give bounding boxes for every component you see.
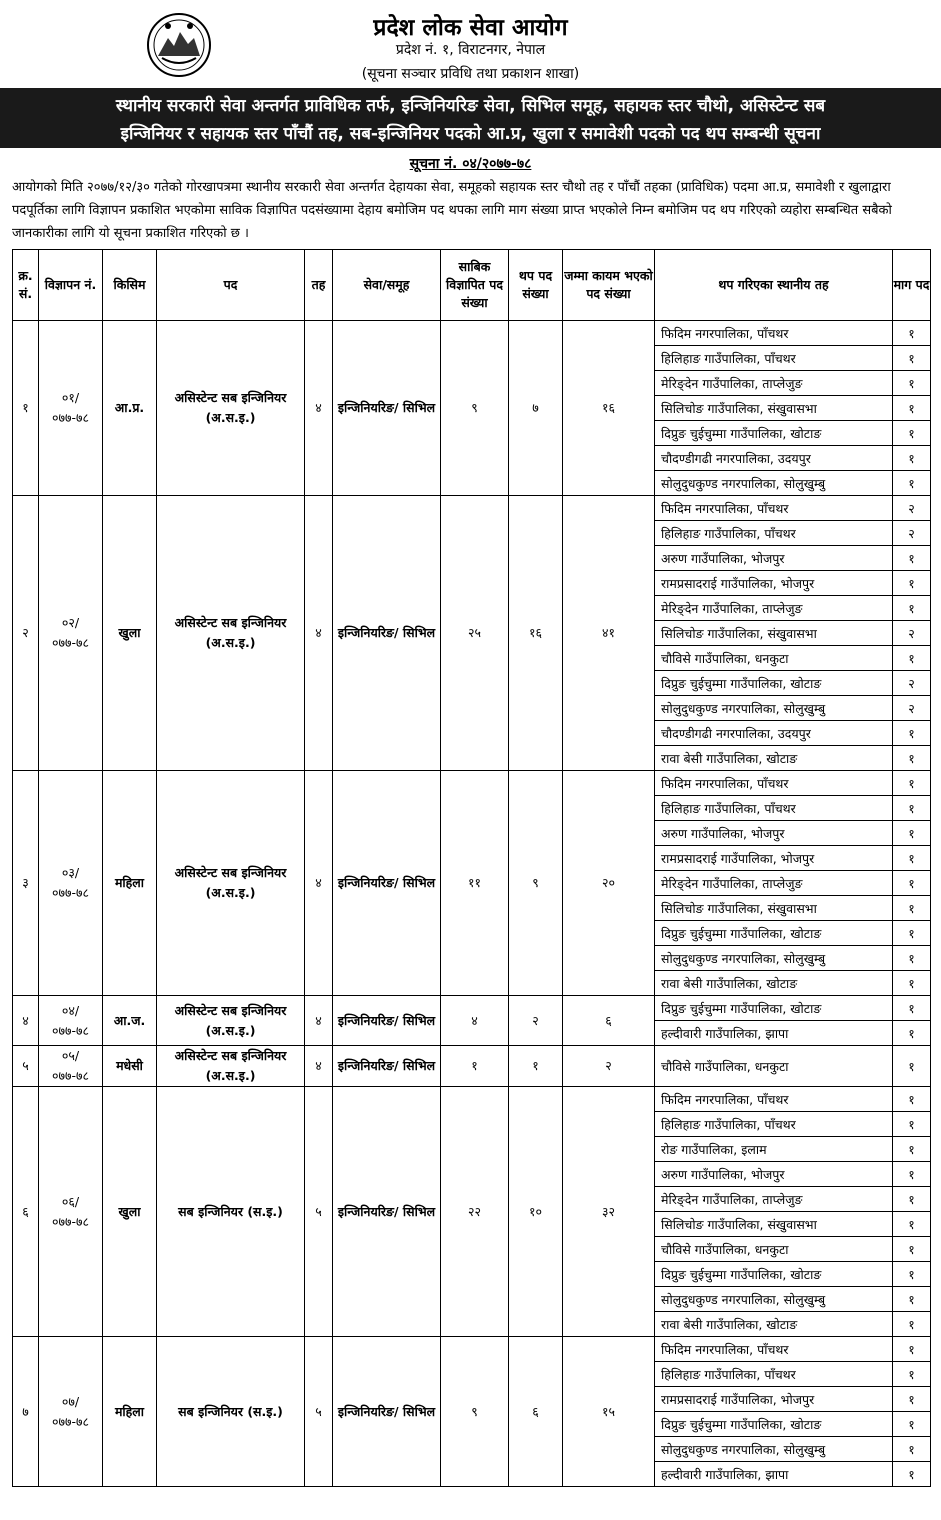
cell-prev-text: १ bbox=[471, 1058, 478, 1073]
cell-prev bbox=[441, 996, 509, 1046]
cell-local: रामप्रसादराई गाउँपालिका, भोजपुर bbox=[655, 571, 893, 596]
cell-adv-no bbox=[39, 496, 103, 771]
cell-local: फिदिम नगरपालिका, पाँचथर bbox=[655, 1337, 893, 1362]
cell-post bbox=[157, 771, 305, 996]
cell-type-text: महिला bbox=[114, 875, 145, 890]
cell-demand: १ bbox=[893, 996, 931, 1021]
cell-local: सोलुदुधकुण्ड नगरपालिका, सोलुखुम्बु bbox=[655, 696, 893, 721]
cell-total bbox=[563, 496, 655, 771]
cell-added-text: १ bbox=[532, 1058, 539, 1073]
cell-local: हल्दीवारी गाउँपालिका, झापा bbox=[655, 1462, 893, 1487]
cell-post-text: सब इन्जिनियर (स.इ.) bbox=[178, 1403, 283, 1419]
cell-service-text: इन्जिनियरिङ/ सिभिल bbox=[337, 1203, 436, 1219]
cell-demand: २ bbox=[893, 496, 931, 521]
title-line-2: इन्जिनियर र सहायक स्तर पाँचौं तह, सब-इन्जिनियर पदको आ.प्र, खुला र समावेशी पदको पद थप सम्बन्धी सूचना bbox=[120, 124, 821, 144]
cell-type bbox=[103, 1337, 157, 1487]
cell-total-text: १६ bbox=[601, 400, 615, 415]
cell-service bbox=[333, 771, 441, 996]
cell-local: सोलुदुधकुण्ड नगरपालिका, सोलुखुम्बु bbox=[655, 471, 893, 496]
cell-service-text: इन्जिनियरिङ/ सिभिल bbox=[337, 875, 436, 890]
cell-prev-text: ११ bbox=[467, 875, 481, 890]
cell-local: हल्दीवारी गाउँपालिका, झापा bbox=[655, 1021, 893, 1046]
cell-demand: १ bbox=[893, 1262, 931, 1287]
header-added: थप पद संख्या bbox=[509, 250, 563, 321]
posts-table bbox=[12, 249, 931, 1487]
cell-adv-no bbox=[39, 771, 103, 996]
cell-demand: १ bbox=[893, 396, 931, 421]
title-line-1: स्थानीय सरकारी सेवा अन्तर्गत प्राविधिक तर्फ, इन्जिनियरिङ सेवा, सिभिल समूह, सहायक स्तर चौथो, असिस्टेन्ट सब bbox=[115, 96, 826, 116]
cell-level-text: ५ bbox=[315, 1203, 322, 1219]
cell-added-text: १० bbox=[528, 1203, 542, 1219]
cell-adv-no-text: ०२/ ०७७-७८ bbox=[51, 615, 89, 650]
cell-demand: १ bbox=[893, 921, 931, 946]
cell-post-text: असिस्टेन्ट सब इन्जिनियर (अ.स.इ.) bbox=[174, 1048, 287, 1083]
title-band bbox=[0, 88, 941, 148]
cell-demand: १ bbox=[893, 746, 931, 771]
cell-level-text: ४ bbox=[315, 1012, 322, 1028]
org-branch: (सूचना सञ्चार प्रविधि तथा प्रकाशन शाखा) bbox=[361, 66, 580, 82]
cell-demand: १ bbox=[893, 1462, 931, 1487]
cell-post bbox=[157, 496, 305, 771]
cell-local: अरुण गाउँपालिका, भोजपुर bbox=[655, 1162, 893, 1187]
cell-level-text: ४ bbox=[315, 625, 322, 640]
table-header-row bbox=[13, 250, 931, 321]
cell-local: दिप्रुङ चुईचुम्मा गाउँपालिका, खोटाङ bbox=[655, 421, 893, 446]
cell-prev-text: ९ bbox=[471, 400, 478, 415]
header-prev: साबिक विज्ञापित पद संख्या bbox=[441, 250, 509, 321]
cell-local: सिलिचोङ गाउँपालिका, संखुवासभा bbox=[655, 1212, 893, 1237]
cell-sn bbox=[13, 496, 39, 771]
cell-demand: १ bbox=[893, 771, 931, 796]
cell-total bbox=[563, 321, 655, 496]
cell-local: फिदिम नगरपालिका, पाँचथर bbox=[655, 496, 893, 521]
cell-total bbox=[563, 996, 655, 1046]
cell-demand: १ bbox=[893, 1162, 931, 1187]
cell-total bbox=[563, 1087, 655, 1337]
cell-demand: २ bbox=[893, 696, 931, 721]
cell-adv-no bbox=[39, 1337, 103, 1487]
cell-local: मेरिङ्देन गाउँपालिका, ताप्लेजुङ bbox=[655, 596, 893, 621]
cell-demand: १ bbox=[893, 1312, 931, 1337]
cell-demand: १ bbox=[893, 1212, 931, 1237]
cell-type bbox=[103, 496, 157, 771]
cell-demand: १ bbox=[893, 896, 931, 921]
cell-local: हिलिहाङ गाउँपालिका, पाँचथर bbox=[655, 521, 893, 546]
cell-prev-text: २५ bbox=[467, 625, 481, 640]
cell-local: सोलुदुधकुण्ड नगरपालिका, सोलुखुम्बु bbox=[655, 946, 893, 971]
table-row bbox=[13, 1087, 931, 1112]
cell-local: सिलिचोङ गाउँपालिका, संखुवासभा bbox=[655, 896, 893, 921]
org-address: प्रदेश नं. १, विराटनगर, नेपाल bbox=[395, 42, 546, 58]
cell-prev bbox=[441, 1087, 509, 1337]
cell-added-text: ६ bbox=[532, 1403, 539, 1419]
cell-service bbox=[333, 321, 441, 496]
cell-local: मेरिङ्देन गाउँपालिका, ताप्लेजुङ bbox=[655, 871, 893, 896]
cell-demand: १ bbox=[893, 1412, 931, 1437]
cell-added bbox=[509, 1337, 563, 1487]
notice-number: सूचना नं. ०४/२०७७-७८ bbox=[409, 156, 532, 172]
cell-level bbox=[305, 496, 333, 771]
cell-sn bbox=[13, 1046, 39, 1087]
cell-local: दिप्रुङ चुईचुम्मा गाउँपालिका, खोटाङ bbox=[655, 996, 893, 1021]
table-row bbox=[13, 321, 931, 346]
cell-demand: १ bbox=[893, 596, 931, 621]
cell-demand: १ bbox=[893, 1337, 931, 1362]
cell-prev bbox=[441, 1337, 509, 1487]
cell-adv-no-text: ०४/ ०७७-७८ bbox=[51, 1002, 89, 1038]
cell-added-text: ७ bbox=[532, 400, 539, 415]
cell-level-text: ५ bbox=[315, 1403, 322, 1419]
cell-type-text: आ.प्र. bbox=[114, 400, 145, 415]
cell-local: रामप्रसादराई गाउँपालिका, भोजपुर bbox=[655, 1387, 893, 1412]
cell-level-text: ४ bbox=[315, 875, 322, 890]
cell-prev-text: ९ bbox=[471, 1403, 478, 1419]
cell-demand: २ bbox=[893, 521, 931, 546]
cell-demand: १ bbox=[893, 646, 931, 671]
cell-local: चौविसे गाउँपालिका, धनकुटा bbox=[655, 1046, 893, 1087]
cell-post bbox=[157, 321, 305, 496]
cell-demand: १ bbox=[893, 346, 931, 371]
cell-type-text: मधेसी bbox=[116, 1058, 143, 1073]
cell-added bbox=[509, 1087, 563, 1337]
cell-prev-text: २२ bbox=[467, 1203, 481, 1219]
cell-local: मेरिङ्देन गाउँपालिका, ताप्लेजुङ bbox=[655, 371, 893, 396]
cell-local: रावा बेसी गाउँपालिका, खोटाङ bbox=[655, 971, 893, 996]
cell-local: रोङ गाउँपालिका, इलाम bbox=[655, 1137, 893, 1162]
cell-demand: १ bbox=[893, 1087, 931, 1112]
cell-prev bbox=[441, 321, 509, 496]
cell-local: दिप्रुङ चुईचुम्मा गाउँपालिका, खोटाङ bbox=[655, 1412, 893, 1437]
cell-local: दिप्रुङ चुईचुम्मा गाउँपालिका, खोटाङ bbox=[655, 921, 893, 946]
cell-demand: १ bbox=[893, 471, 931, 496]
cell-demand: १ bbox=[893, 1387, 931, 1412]
notice-paragraph: आयोगको मिति २०७७/१२/३० गतेको गोरखापत्रमा स्थानीय सरकारी सेवा अन्तर्गत देहायका सेवा, समूहको सहायक स्तर चौथो तह र पाँचौं तहका (प्राविधिक) पदमा आ.प्र, समावेशी र खुलाद्वारा पदपूर्तिका लागि विज्ञापन प्रकाशित भएकोमा साविक विज्ञापित पदसंख्यामा देहाय बमोजिम पद थपका लागि माग संख्या प्राप्त भएकोले निम्न बमोजिम पद थप गरिएको व्यहोरा सम्बन्धित सबैको जानकारीका लागि यो सूचना प्रकाशित गरिएको छ । bbox=[12, 180, 892, 241]
cell-demand: १ bbox=[893, 796, 931, 821]
table-row bbox=[13, 1337, 931, 1362]
cell-demand: १ bbox=[893, 321, 931, 346]
cell-added-text: २ bbox=[532, 1012, 539, 1028]
cell-level bbox=[305, 996, 333, 1046]
cell-level bbox=[305, 321, 333, 496]
cell-local: अरुण गाउँपालिका, भोजपुर bbox=[655, 821, 893, 846]
cell-type-text: खुला bbox=[118, 625, 141, 640]
cell-demand: १ bbox=[893, 946, 931, 971]
cell-local: सोलुदुधकुण्ड नगरपालिका, सोलुखुम्बु bbox=[655, 1437, 893, 1462]
cell-post bbox=[157, 1337, 305, 1487]
cell-post-text: असिस्टेन्ट सब इन्जिनियर (अ.स.इ.) bbox=[174, 865, 287, 900]
cell-local: अरुण गाउँपालिका, भोजपुर bbox=[655, 546, 893, 571]
cell-added bbox=[509, 771, 563, 996]
cell-adv-no-text: ०७/ ०७७-७८ bbox=[51, 1393, 89, 1429]
cell-total-text: ३२ bbox=[601, 1203, 615, 1219]
cell-sn bbox=[13, 771, 39, 996]
cell-local: फिदिम नगरपालिका, पाँचथर bbox=[655, 321, 893, 346]
cell-level bbox=[305, 1087, 333, 1337]
cell-demand: १ bbox=[893, 871, 931, 896]
cell-adv-no-text: ०१/ ०७७-७८ bbox=[51, 390, 89, 425]
cell-added bbox=[509, 321, 563, 496]
header-demand: माग पद bbox=[893, 250, 931, 321]
cell-service-text: इन्जिनियरिङ/ सिभिल bbox=[337, 1058, 436, 1073]
cell-type bbox=[103, 1087, 157, 1337]
cell-type-text: खुला bbox=[118, 1203, 141, 1219]
cell-demand: २ bbox=[893, 671, 931, 696]
cell-demand: १ bbox=[893, 846, 931, 871]
cell-added bbox=[509, 496, 563, 771]
cell-service-text: इन्जिनियरिङ/ सिभिल bbox=[337, 1012, 436, 1028]
cell-level-text: ४ bbox=[315, 400, 322, 415]
cell-added bbox=[509, 996, 563, 1046]
cell-level bbox=[305, 771, 333, 996]
cell-sn bbox=[13, 1087, 39, 1337]
header-sn: क्र. सं. bbox=[13, 250, 39, 321]
cell-local: हिलिहाङ गाउँपालिका, पाँचथर bbox=[655, 1362, 893, 1387]
cell-sn bbox=[13, 321, 39, 496]
cell-type bbox=[103, 321, 157, 496]
cell-service bbox=[333, 496, 441, 771]
table-row bbox=[13, 771, 931, 796]
cell-sn-text: ३ bbox=[22, 875, 29, 890]
cell-total-text: ६ bbox=[605, 1012, 612, 1028]
cell-prev bbox=[441, 771, 509, 996]
cell-local: चौदण्डीगढी नगरपालिका, उदयपुर bbox=[655, 721, 893, 746]
cell-local: चौविसे गाउँपालिका, धनकुटा bbox=[655, 646, 893, 671]
cell-demand: २ bbox=[893, 621, 931, 646]
cell-adv-no-text: ०३/ ०७७-७८ bbox=[51, 865, 89, 900]
cell-local: चौविसे गाउँपालिका, धनकुटा bbox=[655, 1237, 893, 1262]
cell-local: फिदिम नगरपालिका, पाँचथर bbox=[655, 1087, 893, 1112]
cell-local: रावा बेसी गाउँपालिका, खोटाङ bbox=[655, 1312, 893, 1337]
cell-service bbox=[333, 1337, 441, 1487]
header-service: सेवा/समूह bbox=[333, 250, 441, 321]
cell-local: दिप्रुङ चुईचुम्मा गाउँपालिका, खोटाङ bbox=[655, 671, 893, 696]
cell-local: चौदण्डीगढी नगरपालिका, उदयपुर bbox=[655, 446, 893, 471]
cell-demand: १ bbox=[893, 1187, 931, 1212]
cell-type bbox=[103, 996, 157, 1046]
cell-local: सोलुदुधकुण्ड नगरपालिका, सोलुखुम्बु bbox=[655, 1287, 893, 1312]
cell-post-text: असिस्टेन्ट सब इन्जिनियर (अ.स.इ.) bbox=[174, 390, 287, 425]
header-local: थप गरिएका स्थानीय तह bbox=[655, 250, 893, 321]
header-total: जम्मा कायम भएको पद संख्या bbox=[563, 250, 655, 321]
cell-local: रामप्रसादराई गाउँपालिका, भोजपुर bbox=[655, 846, 893, 871]
table-row bbox=[13, 496, 931, 521]
cell-demand: १ bbox=[893, 371, 931, 396]
cell-post bbox=[157, 996, 305, 1046]
cell-demand: १ bbox=[893, 1021, 931, 1046]
cell-service-text: इन्जिनियरिङ/ सिभिल bbox=[337, 1403, 436, 1419]
table-row bbox=[13, 1046, 931, 1087]
cell-local: हिलिहाङ गाउँपालिका, पाँचथर bbox=[655, 346, 893, 371]
cell-local: दिप्रुङ चुईचुम्मा गाउँपालिका, खोटाङ bbox=[655, 1262, 893, 1287]
cell-sn-text: ६ bbox=[22, 1203, 29, 1219]
cell-total-text: २ bbox=[605, 1058, 612, 1073]
cell-adv-no bbox=[39, 996, 103, 1046]
cell-demand: १ bbox=[893, 1112, 931, 1137]
cell-service bbox=[333, 996, 441, 1046]
cell-local: रावा बेसी गाउँपालिका, खोटाङ bbox=[655, 746, 893, 771]
cell-service-text: इन्जिनियरिङ/ सिभिल bbox=[337, 625, 436, 640]
cell-prev bbox=[441, 1046, 509, 1087]
cell-sn-text: २ bbox=[22, 625, 29, 640]
header-post: पद bbox=[157, 250, 305, 321]
cell-demand: १ bbox=[893, 1437, 931, 1462]
cell-local: हिलिहाङ गाउँपालिका, पाँचथर bbox=[655, 1112, 893, 1137]
cell-type-text: महिला bbox=[114, 1403, 145, 1419]
cell-demand: १ bbox=[893, 446, 931, 471]
cell-total-text: २० bbox=[601, 875, 615, 890]
cell-service bbox=[333, 1046, 441, 1087]
cell-local: मेरिङ्देन गाउँपालिका, ताप्लेजुङ bbox=[655, 1187, 893, 1212]
cell-demand: १ bbox=[893, 1046, 931, 1087]
cell-adv-no bbox=[39, 1087, 103, 1337]
cell-type bbox=[103, 771, 157, 996]
cell-post bbox=[157, 1046, 305, 1087]
cell-type bbox=[103, 1046, 157, 1087]
cell-demand: १ bbox=[893, 546, 931, 571]
org-name: प्रदेश लोक सेवा आयोग bbox=[373, 15, 568, 41]
cell-sn-text: ७ bbox=[22, 1403, 29, 1419]
cell-prev bbox=[441, 496, 509, 771]
cell-post-text: असिस्टेन्ट सब इन्जिनियर (अ.स.इ.) bbox=[174, 615, 287, 650]
cell-level bbox=[305, 1337, 333, 1487]
cell-demand: १ bbox=[893, 971, 931, 996]
cell-adv-no-text: ०५/ ०७७-७८ bbox=[51, 1048, 89, 1083]
header-level: तह bbox=[305, 250, 333, 321]
cell-demand: १ bbox=[893, 1287, 931, 1312]
cell-demand: १ bbox=[893, 721, 931, 746]
cell-demand: १ bbox=[893, 421, 931, 446]
table-row bbox=[13, 996, 931, 1021]
cell-service-text: इन्जिनियरिङ/ सिभिल bbox=[337, 400, 436, 415]
cell-post bbox=[157, 1087, 305, 1337]
cell-adv-no-text: ०६/ ०७७-७८ bbox=[51, 1193, 89, 1229]
table-body bbox=[13, 321, 931, 1487]
cell-prev-text: ४ bbox=[471, 1012, 478, 1028]
cell-level-text: ४ bbox=[315, 1058, 322, 1073]
cell-sn-text: ४ bbox=[22, 1012, 29, 1028]
cell-demand: १ bbox=[893, 571, 931, 596]
cell-demand: १ bbox=[893, 1237, 931, 1262]
cell-type-text: आ.ज. bbox=[113, 1012, 146, 1028]
cell-local: सिलिचोङ गाउँपालिका, संखुवासभा bbox=[655, 396, 893, 421]
cell-adv-no bbox=[39, 321, 103, 496]
cell-total-text: १५ bbox=[601, 1403, 615, 1419]
cell-level bbox=[305, 1046, 333, 1087]
header-type: किसिम bbox=[103, 250, 157, 321]
header bbox=[0, 0, 941, 88]
cell-local: फिदिम नगरपालिका, पाँचथर bbox=[655, 771, 893, 796]
cell-added bbox=[509, 1046, 563, 1087]
cell-added-text: १६ bbox=[528, 625, 542, 640]
cell-local: सिलिचोङ गाउँपालिका, संखुवासभा bbox=[655, 621, 893, 646]
cell-post-text: असिस्टेन्ट सब इन्जिनियर (अ.स.इ.) bbox=[174, 1002, 287, 1038]
cell-adv-no bbox=[39, 1046, 103, 1087]
cell-total-text: ४१ bbox=[601, 625, 615, 640]
cell-local: हिलिहाङ गाउँपालिका, पाँचथर bbox=[655, 796, 893, 821]
cell-sn bbox=[13, 1337, 39, 1487]
cell-sn bbox=[13, 996, 39, 1046]
cell-post-text: सब इन्जिनियर (स.इ.) bbox=[178, 1203, 283, 1219]
cell-sn-text: १ bbox=[22, 400, 29, 415]
cell-total bbox=[563, 1046, 655, 1087]
cell-added-text: ९ bbox=[532, 875, 539, 890]
cell-service bbox=[333, 1087, 441, 1337]
cell-sn-text: ५ bbox=[22, 1058, 29, 1073]
header-adv-no: विज्ञापन नं. bbox=[39, 250, 103, 321]
cell-total bbox=[563, 1337, 655, 1487]
cell-demand: १ bbox=[893, 1137, 931, 1162]
cell-demand: १ bbox=[893, 821, 931, 846]
cell-demand: १ bbox=[893, 1362, 931, 1387]
cell-total bbox=[563, 771, 655, 996]
